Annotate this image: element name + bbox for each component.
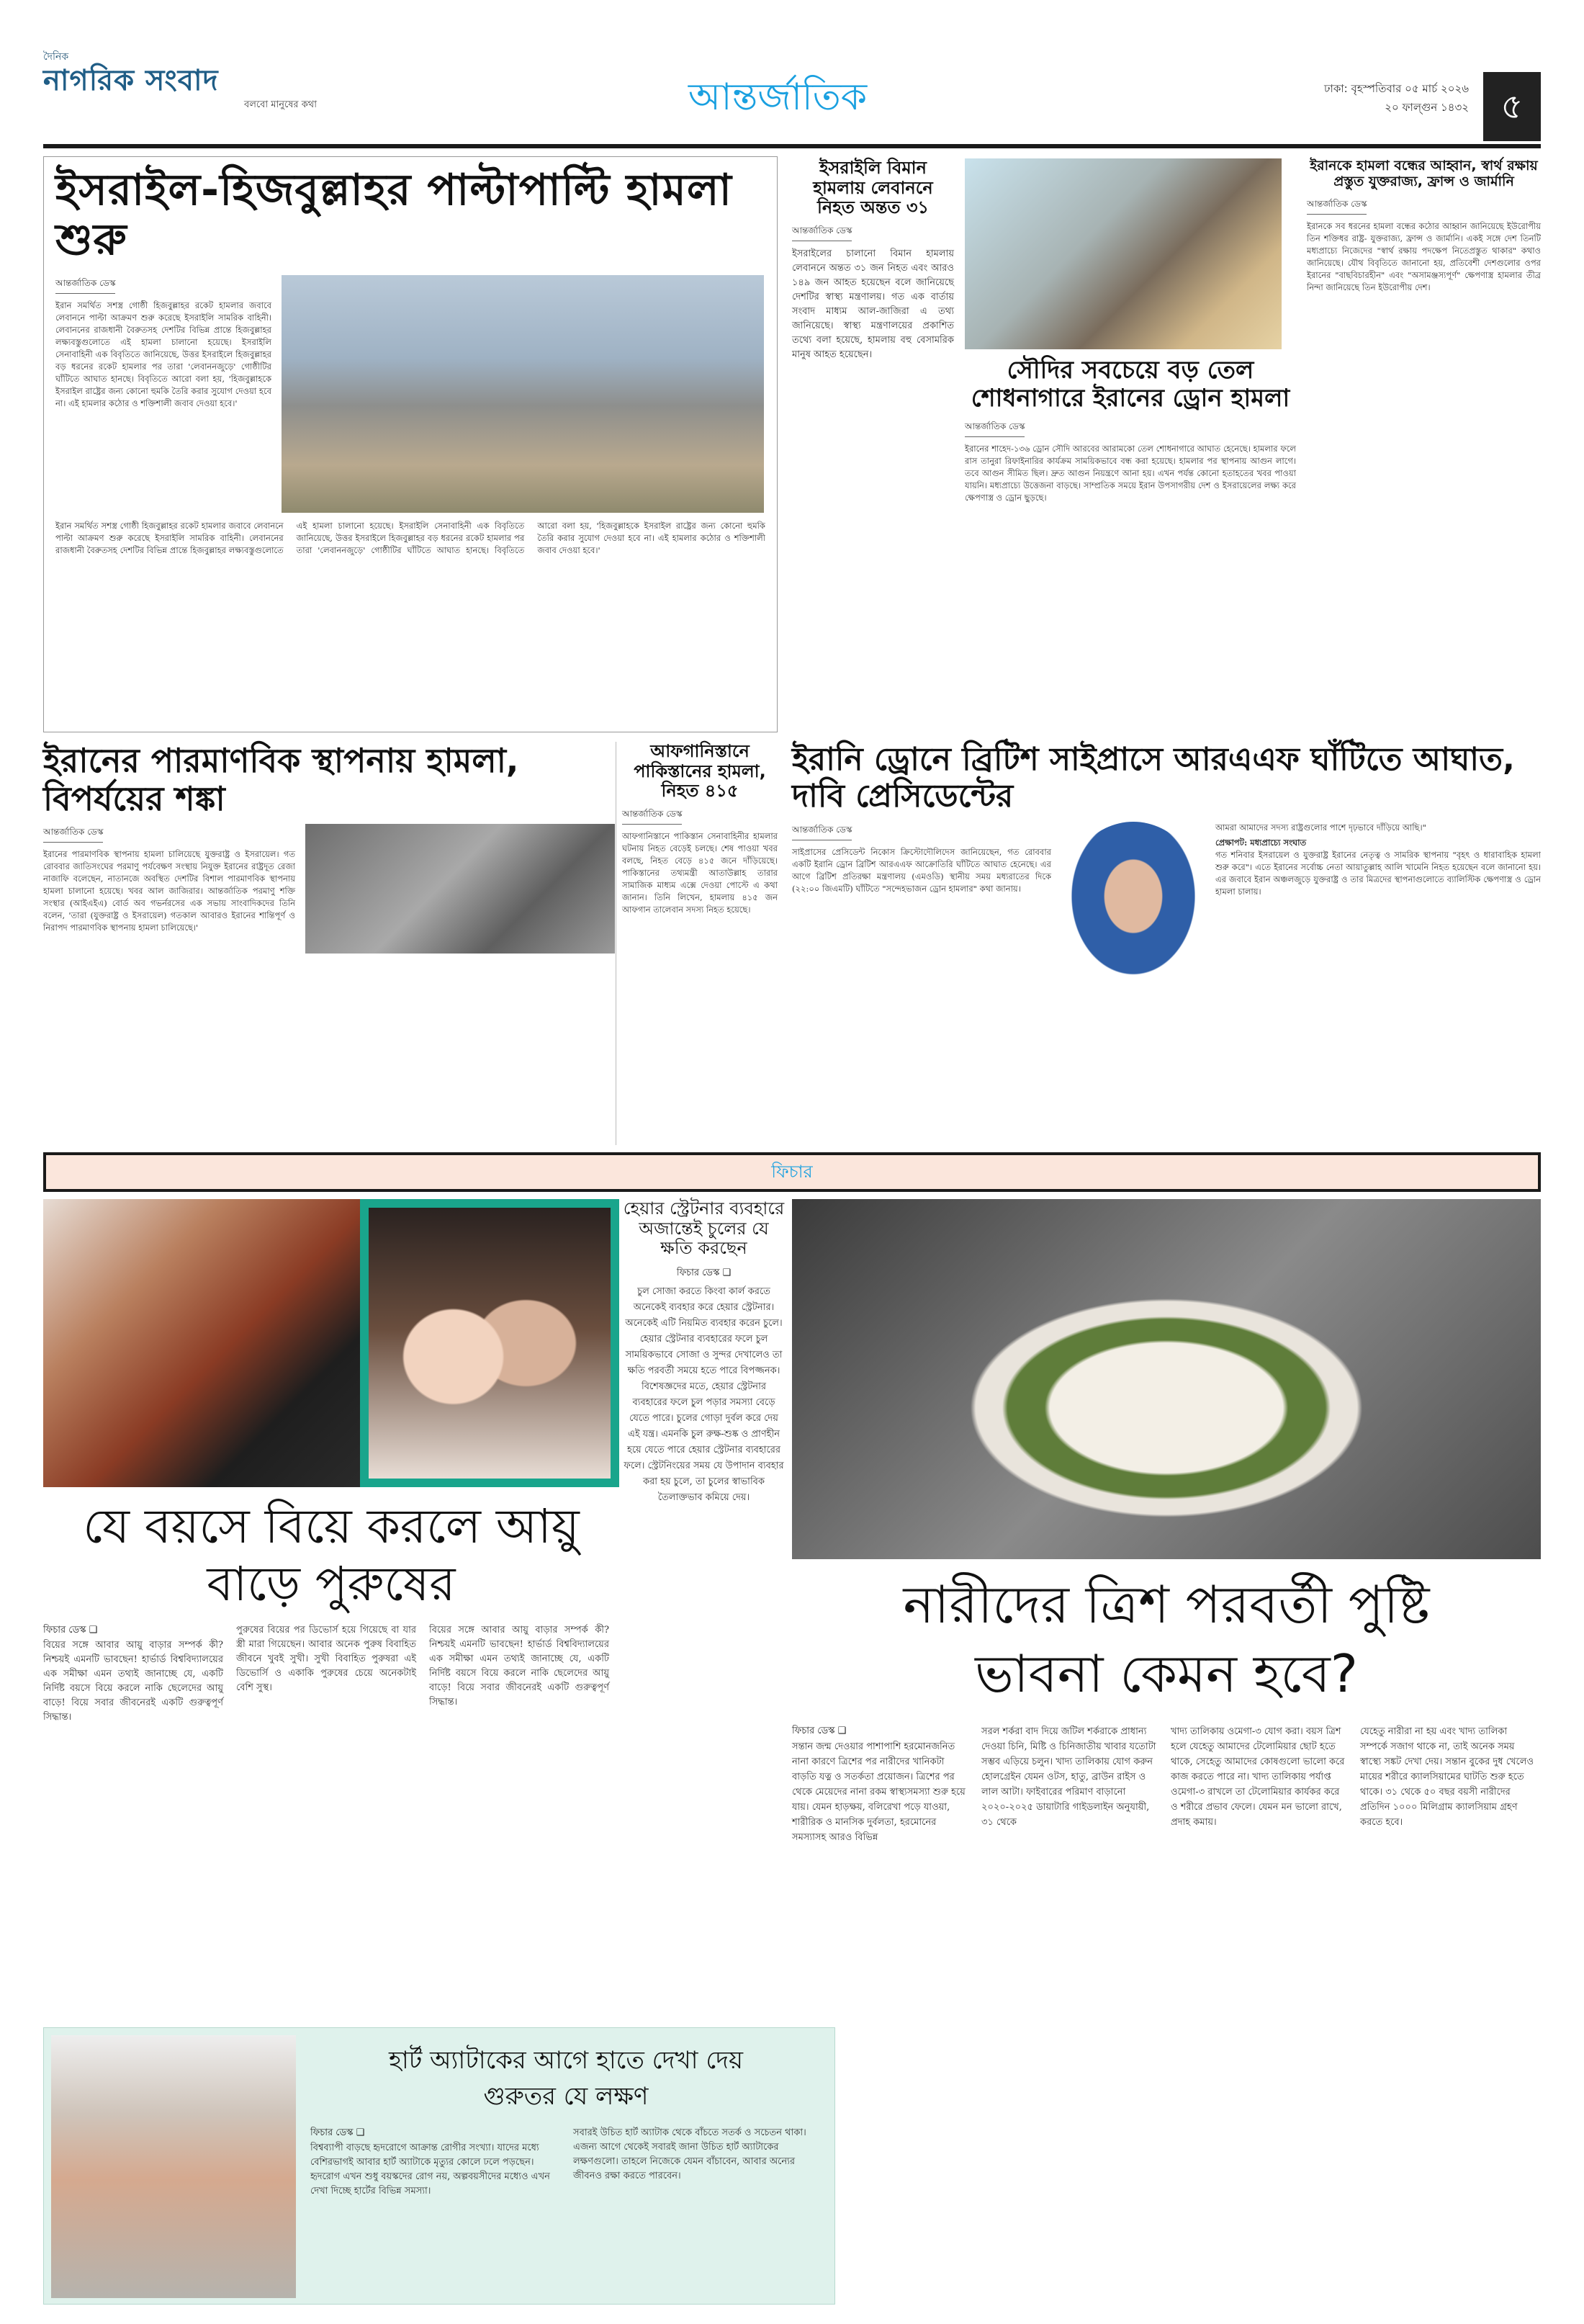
lebanon-story[interactable] — [792, 158, 954, 727]
cyprus-desk: আন্তর্জাতিক ডেস্ক — [792, 824, 852, 840]
marriage-body-3: বিয়ের সঙ্গে আবার আয়ু বাড়ার সম্পর্ক কী? নিশ্চয়ই এমনটি ভাবছেন! হার্ভার্ড বিশ্ববিদ্যালয়ের এক সমীক্ষা এমন তথ্যই জানাচ্ছে যে, একটি নির্দিষ্ট বয়সে বিয়ে করলে নাকি ছেলেদের আয়ু বাড়ে! বিয়ে সবার জীবনেরই একটি গুরুত্বপূর্ণ সিদ্ধান্ত। — [429, 1625, 609, 1708]
saudi-story[interactable] — [965, 356, 1296, 727]
lebanon-headline: ইসরাইলি বিমান হামলায় লেবাননে নিহত অন্তত ৩১ — [813, 158, 933, 218]
women-desk: ফিচার ডেস্ক ❑ — [792, 1726, 847, 1736]
salad-bowl-photo — [792, 1199, 1541, 1559]
heart-headline: হার্ট অ্যাটাকের আগে হাতে দেখা দেয় গুরুতর যে লক্ষণ — [388, 2046, 743, 2111]
cyprus-subhead: প্রেক্ষাপট: মধ্যপ্রাচ্যে সংঘাত — [1215, 838, 1307, 848]
marriage-story[interactable] — [43, 1498, 619, 2016]
europe-desk: আন্তর্জাতিক ডেস্ক — [1307, 198, 1367, 215]
dateline — [1166, 79, 1469, 117]
saudi-body: ইরানের শাহেদ-১৩৬ ড্রোন সৌদি আরবের আরামকো তেল শোধনাগারে আঘাত হেনেছে। হামলার ফলে রাস তানুরা রিফাইনারির কার্যক্রম সাময়িকভাবে বন্ধ করা হয়েছে। হামলার পর স্থাপনায় আগুন লাগে। তবে আগুন সীমিত ছিল। দ্রুত আগুন নিয়ন্ত্রণে আনা হয়। এখন পর্যন্ত কোনো হতাহতের খবর পাওয়া যায়নি। মধ্যপ্রাচ্যে উত্তেজনা বাড়ছে। সাম্প্রতিক সময়ে ইরান উপসাগরীয় দেশ ও ইসরায়েলের লক্ষ্য করে ক্ষেপণাস্ত্র ও ড্রোন ছুড়ছে। — [965, 444, 1296, 503]
nuclear-headline: ইরানের পারমাণবিক স্থাপনায় হামলা, বিপর্যয়ের শঙ্কা — [43, 741, 519, 818]
man-in-pain-photo — [51, 2035, 296, 2298]
cyprus-body-2: গত শনিবার ইসরায়েল ও যুক্তরাষ্ট্র ইরানের নেতৃত্ব ও সামরিক স্থাপনায় "বৃহৎ ও ধারাবাহিক হামলা শুরু করে"। এতে ইরানের সর্বোচ্চ নেতা আয়াতুল্লাহ আলি খামেনি নিহত হয়েছেন বলে জানানো হয়। এর জবাবে ইরান অঞ্চলজুড়ে যুক্তরাষ্ট্র ও তার মিত্রদের স্থাপনাগুলোতে ব্যালিস্টিক ক্ষেপণাস্ত্র ও ড্রোন হামলা চালায়। — [1215, 850, 1541, 897]
women-headline: নারীদের ত্রিশ পরবর্তী পুষ্টি ভাবনা কেমন হবে? — [903, 1574, 1430, 1704]
saudi-desk: আন্তর্জাতিক ডেস্ক — [965, 421, 1025, 437]
lebanon-body: ইসরাইলের চালানো বিমান হামলায় লেবাননে অন্তত ৩১ জন নিহত এবং আরও ১৪৯ জন আহত হয়েছেন বলে জানিয়েছে দেশটির স্বাস্থ্য মন্ত্রণালয়। গত এক বার্তায় সংবাদ মাধ্যম আল-জাজিরা এ তথ্য জানিয়েছে। স্বাস্থ্য মন্ত্রণালয়ের প্রকাশিত তথ্যে বলা হয়েছে, হামলায় বহু বেসামরিক মানুষ আহত হয়েছেন। — [792, 248, 954, 360]
lead-body: ইরান সমর্থিত সশস্ত্র গোষ্ঠী হিজবুল্লাহর রকেট হামলার জবাবে লেবাননে পাল্টা আক্রমণ শুরু করেছে ইসরাইলি সামরিক বাহিনী। লেবাননের রাজধানী বৈরুতসহ দেশটির বিভিন্ন প্রান্তে হিজবুল্লাহর লক্ষ্যবস্তুগুলোতে এই হামলা চালানো হয়েছে। ইসরাইলি সেনাবাহিনী এক বিবৃতিতে জানিয়েছে, উত্তর ইসরাইলে হিজবুল্লাহর বড় ধরনের রকেট হামলার পর তারা 'লেবাননজুড়ে' গোষ্ঠীটির ঘাঁটিতে আঘাত হানছে। বিবৃতিতে আরো বলা হয়, 'হিজবুল্লাহকে ইসরাইল রাষ্ট্রের জন্য কোনো হুমকি তৈরি করার সুযোগ দেওয়া হবে না। এই হামলার কঠোর ও শক্তিশালী জবাব দেওয়া হবে।' — [55, 300, 271, 408]
feature-section-label: ফিচার — [771, 1162, 813, 1182]
afghanistan-headline: আফগানিস্তানে পাকিস্তানের হামলা, নিহত ৪১৫ — [634, 741, 766, 802]
heart-attack-story[interactable] — [43, 2027, 835, 2305]
women-body: সন্তান জন্ম দেওয়ার পাশাপাশি হরমোনজনিত নানা কারণে ত্রিশের পর নারীদের খানিকটা বাড়তি যত্ন ও সতর্কতা প্রয়োজন। ত্রিশের পর থেকে মেয়েদের নানা রকম স্বাস্থ্যসমস্যা শুরু হয়ে যায়। যেমন হাড়ক্ষয়, বলিরেখা পড়ে যাওয়া, শারীরিক ও মানসিক দুর্বলতা, হরমোনের সমস্যাসহ আরও বিভিন্ন — [792, 1741, 966, 1843]
hair-headline: হেয়ার স্ট্রেটনার ব্যবহারে অজান্তেই চুলের যে ক্ষতি করছেন — [623, 1198, 785, 1259]
heart-body: বিশ্বব্যাপী বাড়ছে হৃদরোগে আক্রান্ত রোগীর সংখ্যা। যাদের মধ্যে বেশিরভাগই আবার হার্ট অ্যাটাকে মৃত্যুর কোলে ঢলে পড়ছেন। হৃদরোগ এখন শুধু বয়স্কদের রোগ নয়, অল্পবয়সীদের মধ্যেও এখন দেখা দিচ্ছে হার্টের বিভিন্ন সমস্যা। — [310, 2143, 550, 2197]
couple-photo — [360, 1199, 619, 1487]
masthead-logo — [43, 50, 317, 141]
heart-body-2: সবারই উচিত হার্ট অ্যাটাক থেকে বাঁচতে সতর্ক ও সচেতন থাকা। এজন্য আগে থেকেই সবারই জানা উচিত হার্ট অ্যাটাকের লক্ষণগুলো। তাহলে নিজেকে যেমন বাঁচাবেন, আবার অন্যের জীবনও রক্ষা করতে পারবেন। — [573, 2127, 806, 2181]
heart-desk: ফিচার ডেস্ক ❑ — [310, 2127, 365, 2138]
saudi-headline: সৌদির সবচেয়ে বড় তেল শোধনাগারে ইরানের ড্রোন হামলা — [971, 356, 1290, 413]
lead-headline: ইসরাইল-হিজবুল্লাহর পাল্টাপাল্টি হামলা শুরু — [55, 165, 732, 265]
marriage-headline: যে বয়সে বিয়ে করলে আয়ু বাড়ে পুরুষের — [83, 1499, 580, 1612]
afghanistan-body: আফগানিস্তানে পাকিস্তান সেনাবাহিনীর হামলার ঘটনায় নিহত বেড়েই চলছে। শেষ পাওয়া খবর বলছে, নিহত বেড়ে ৪১৫ জনে দাঁড়িয়েছে। পাকিস্তানের তথ্যমন্ত্রী আতাউল্লাহ তারার সামাজিক মাধ্যম এক্সে দেওয়া পোস্টে এ কথা জানান। তিনি লিখেন, হামলায় ৪১৫ জন আফগান তালেবান সদস্য নিহত হয়েছে। — [622, 830, 778, 915]
hair-body: চুল সোজা করতে কিংবা কার্ল করতে অনেকেই ব্যবহার করে হেয়ার স্ট্রেটনার। অনেকেই এটি নিয়মিত ব্যবহার করেন চুলে। হেয়ার স্ট্রেটনার ব্যবহারের ফলে চুল সাময়িকভাবে সোজা ও সুন্দর দেখালেও তা ক্ষতি পরবর্তী সময়ে হতে পারে বিপজ্জনক। বিশেষজ্ঞদের মতে, হেয়ার স্ট্রেটনার ব্যবহারের ফলে চুল পড়ার সমস্যা বেড়ে যেতে পারে। চুলের গোড়া দুর্বল করে দেয় এই যন্ত্র। এমনকি চুল রুক্ষ-শুষ্ক ও প্রাণহীন হয়ে যেতে পারে হেয়ার স্ট্রেটনার ব্যবহারের ফলে। স্ট্রেটনিংয়ের সময় যে উপাদান ব্যবহার করা হয় চুলে, তা চুলের স্বাভাবিক তৈলাক্তভাব কমিয়ে দেয়। — [624, 1286, 784, 1503]
paper-name: নাগরিক সংবাদ — [43, 64, 219, 97]
saudi-photo-drone-strike — [965, 158, 1282, 349]
women-body-3: খাদ্য তালিকায় ওমেগা-৩ যোগ করা। বয়স ত্রিশ হলে যেহেতু আমাদের টেলোমিয়ার ছোট হতে থাকে, সেহেতু আমাদের কোষগুলো ভালো করে কাজ করতে পারে না। খাদ্য তালিকায় পর্যাপ্ত ওমেগা-৩ রাখলে তা টেলোমিয়ার কার্যকর করে ও শরীরে প্রভাব ফেলে। যেমন মন ভালো রাখে, প্রদাহ কমায়। — [1171, 1726, 1345, 1828]
henna-hands-photo — [43, 1199, 360, 1487]
lead-body-continued: ইরান সমর্থিত সশস্ত্র গোষ্ঠী হিজবুল্লাহর রকেট হামলার জবাবে লেবাননে পাল্টা আক্রমণ শুরু করেছে ইসরাইলি সামরিক বাহিনী। লেবাননের রাজধানী বৈরুতসহ দেশটির বিভিন্ন প্রান্তে হিজবুল্লাহর লক্ষ্যবস্তুগুলোতে এই হামলা চালানো হয়েছে। ইসরাইলি সেনাবাহিনী এক বিবৃতিতে জানিয়েছে, উত্তর ইসরাইলে হিজবুল্লাহর বড় ধরনের রকেট হামলার পর তারা 'লেবাননজুড়ে' গোষ্ঠীটির ঘাঁটিতে আঘাত হানছে। বিবৃতিতে আরো বলা হয়, 'হিজবুল্লাহকে ইসরাইল রাষ্ট্রের জন্য কোনো হুমকি তৈরি করার সুযোগ দেওয়া হবে না। এই হামলার কঠোর ও শক্তিশালী জবাব দেওয়া হবে।' — [55, 521, 765, 555]
europe-headline: ইরানকে হামলা বন্ধের আহ্বান, স্বার্থ রক্ষায় প্রস্তুত যুক্তরাজ্য, ফ্রান্স ও জার্মানি — [1310, 158, 1538, 189]
cyprus-story[interactable] — [792, 742, 1541, 1145]
date-gregorian: ঢাকা: বৃহস্পতিবার ০৫ মার্চ ২০২৬ — [1323, 82, 1469, 95]
nuclear-body: ইরানের পারমাণবিক স্থাপনায় হামলা চালিয়েছে যুক্তরাষ্ট্র ও ইসরায়েল। গত রোববার জাতিসংঘের পরমাণু পর্যবেক্ষণ সংস্থায় নিযুক্ত ইরানের রাষ্ট্রদূত রেজা নাজাফি বলেছেন, নাতানজে অবস্থিত দেশটির বিশাল পারমাণবিক স্থাপনায় হামলা চালানো হয়েছে। খবর আল জাজিরার। আন্তর্জাতিক পরমাণু শক্তি সংস্থার (আইএইএ) বোর্ড অব গভর্নরসের এক সভায় সাংবাদিকদের তিনি বলেন, 'তারা (যুক্তরাষ্ট্র ও ইসরায়েল) গতকাল আবারও ইরানের শান্তিপূর্ণ ও নিরাপদ পারমাণবিক স্থাপনায় হামলা চালিয়েছে।' — [43, 848, 295, 933]
date-bengali: ২০ ফাল্গুন ১৪৩২ — [1385, 101, 1469, 114]
afghanistan-story[interactable] — [616, 742, 778, 1145]
afghanistan-desk: আন্তর্জাতিক ডেস্ক — [622, 808, 682, 825]
cyprus-headline: ইরানি ড্রোনে ব্রিটিশ সাইপ্রাসে আরএএফ ঘাঁটিতে আঘাত, দাবি প্রেসিডেন্টের — [792, 741, 1515, 815]
europe-story[interactable] — [1307, 158, 1541, 727]
women-body-2: সরল শর্করা বাদ দিয়ে জটিল শর্করাকে প্রাধান্য দেওয়া চিনি, মিষ্টি ও চিনিজাতীয় খাবার যতোটা সম্ভব এড়িয়ে চলুন। খাদ্য তালিকায় যোগ করুন হোলগ্রেইন যেমন ওটস, হাতু, ব্রাউন রাইস ও লাল আটা। ফাইবারের পরিমাণ বাড়ানো ২০২০-২০২৫ ডায়াটারি গাইডলাইন অনুযায়ী, ৩১ থেকে — [981, 1726, 1156, 1828]
cyprus-body: সাইপ্রাসের প্রেসিডেন্ট নিকোস ক্রিস্টোদৌলিদেস জানিয়েছেন, গত রোববার একটি ইরানি ড্রোন ব্রিটিশ আরএএফ আক্রোতিরি ঘাঁটিতে আঘাত হেনেছে। এর আগে ব্রিটিশ প্রতিরক্ষা মন্ত্রণালয় (এমওডি) স্থানীয় সময় মধ্যরাতের দিকে (২২:০০ জিএমটি) ঘাঁটিতে "সন্দেহভাজন ড্রোন হামলার" কথা জানায়। — [792, 847, 1051, 894]
nuclear-desk: আন্তর্জাতিক ডেস্ক — [43, 826, 103, 843]
europe-body: ইরানকে সব ধরনের হামলা বন্ধের কঠোর আহ্বান জানিয়েছে ইউরোপীয় তিন শক্তিধর রাষ্ট্র- যুক্তরাজ্য, ফ্রান্স ও জার্মানি। একই সঙ্গে দেশ তিনটি মধ্যপ্রাচ্যে নিজেদের "স্বার্থ রক্ষায় পদক্ষেপ নিতেপ্রস্তুত থাকার" কথাও জানিয়েছে। যৌথ বিবৃতিতে জানানো হয়, প্রতিবেশী দেশগুলোর ওপর ইরানের "বাছবিচারহীন" এবং "অসামঞ্জস্যপূর্ণ" ক্ষেপণাস্ত্র হামলার তীব্র নিন্দা জানিয়েছে তিন ইউরোপীয় দেশ। — [1307, 220, 1541, 292]
women-body-4: যেহেতু নারীরা না হয় এবং খাদ্য তালিকা সম্পর্কে সজাগ থাকে না, তাই অনেক সময় স্বাস্থ্যে সঙ্কট দেখা দেয়। সন্তান বুকের দুধ খেলেও মায়ের শরীরে ক্যালসিয়ামের ঘাটতি শুরু হতে থাকে। ৩১ থেকে ৫০ বছর বয়সী নারীদের প্রতিদিন ১০০০ মিলিগ্রাম ক্যালসিয়াম গ্রহণ করতে হবে। — [1360, 1726, 1534, 1828]
lead-photo-smoke — [282, 275, 764, 513]
cyprus-quote: আমরা আমাদের সদস্য রাষ্ট্রগুলোর পাশে দৃঢ়ভাবে দাঁড়িয়ে আছি।" — [1215, 822, 1426, 833]
nuclear-satellite-photo — [305, 824, 615, 954]
cyprus-president-portrait — [1061, 822, 1205, 987]
nuclear-story[interactable] — [43, 742, 619, 1145]
women-nutrition-story[interactable] — [792, 1570, 1541, 2305]
marriage-desk: ফিচার ডেস্ক ❑ — [43, 1625, 98, 1636]
feature-section-bar — [43, 1152, 1541, 1192]
hair-desk: ফিচার ডেস্ক ❑ — [676, 1267, 732, 1278]
lead-story[interactable] — [43, 156, 778, 732]
masthead-rule — [43, 144, 1541, 148]
page-number: ৫ — [1483, 72, 1541, 141]
paper-prefix: দৈনিক — [43, 51, 69, 63]
lebanon-desk: আন্তর্জাতিক ডেস্ক — [792, 225, 852, 241]
hair-story[interactable] — [623, 1199, 785, 2006]
section-title: আন্তর্জাতিক — [688, 76, 868, 119]
paper-tagline: বলবো মানুষের কথা — [244, 99, 317, 110]
marriage-body-2: পুরুষের বিয়ের পর ডিভোর্স হয়ে গিয়েছে বা যার স্ত্রী মারা গিয়েছেন। আবার অনেক পুরুষ বিবাহিত জীবনে খুবই সুখী। সুখী বিবাহিত পুরুষরা এই ডিভোর্সি ও একাকি পুরুষের চেয়ে অনেকটাই বেশি সুস্থ। — [236, 1625, 416, 1693]
marriage-body: বিয়ের সঙ্গে আবার আয়ু বাড়ার সম্পর্ক কী? নিশ্চয়ই এমনটি ভাবছেন! হার্ভার্ড বিশ্ববিদ্যালয়ের এক সমীক্ষা এমন তথ্যই জানাচ্ছে যে, একটি নির্দিষ্ট বয়সে বিয়ে করলে নাকি ছেলেদের আয়ু বাড়ে! বিয়ে সবার জীবনেরই একটি গুরুত্বপূর্ণ সিদ্ধান্ত। — [43, 1640, 223, 1723]
lead-desk: আন্তর্জাতিক ডেস্ক — [55, 277, 115, 294]
